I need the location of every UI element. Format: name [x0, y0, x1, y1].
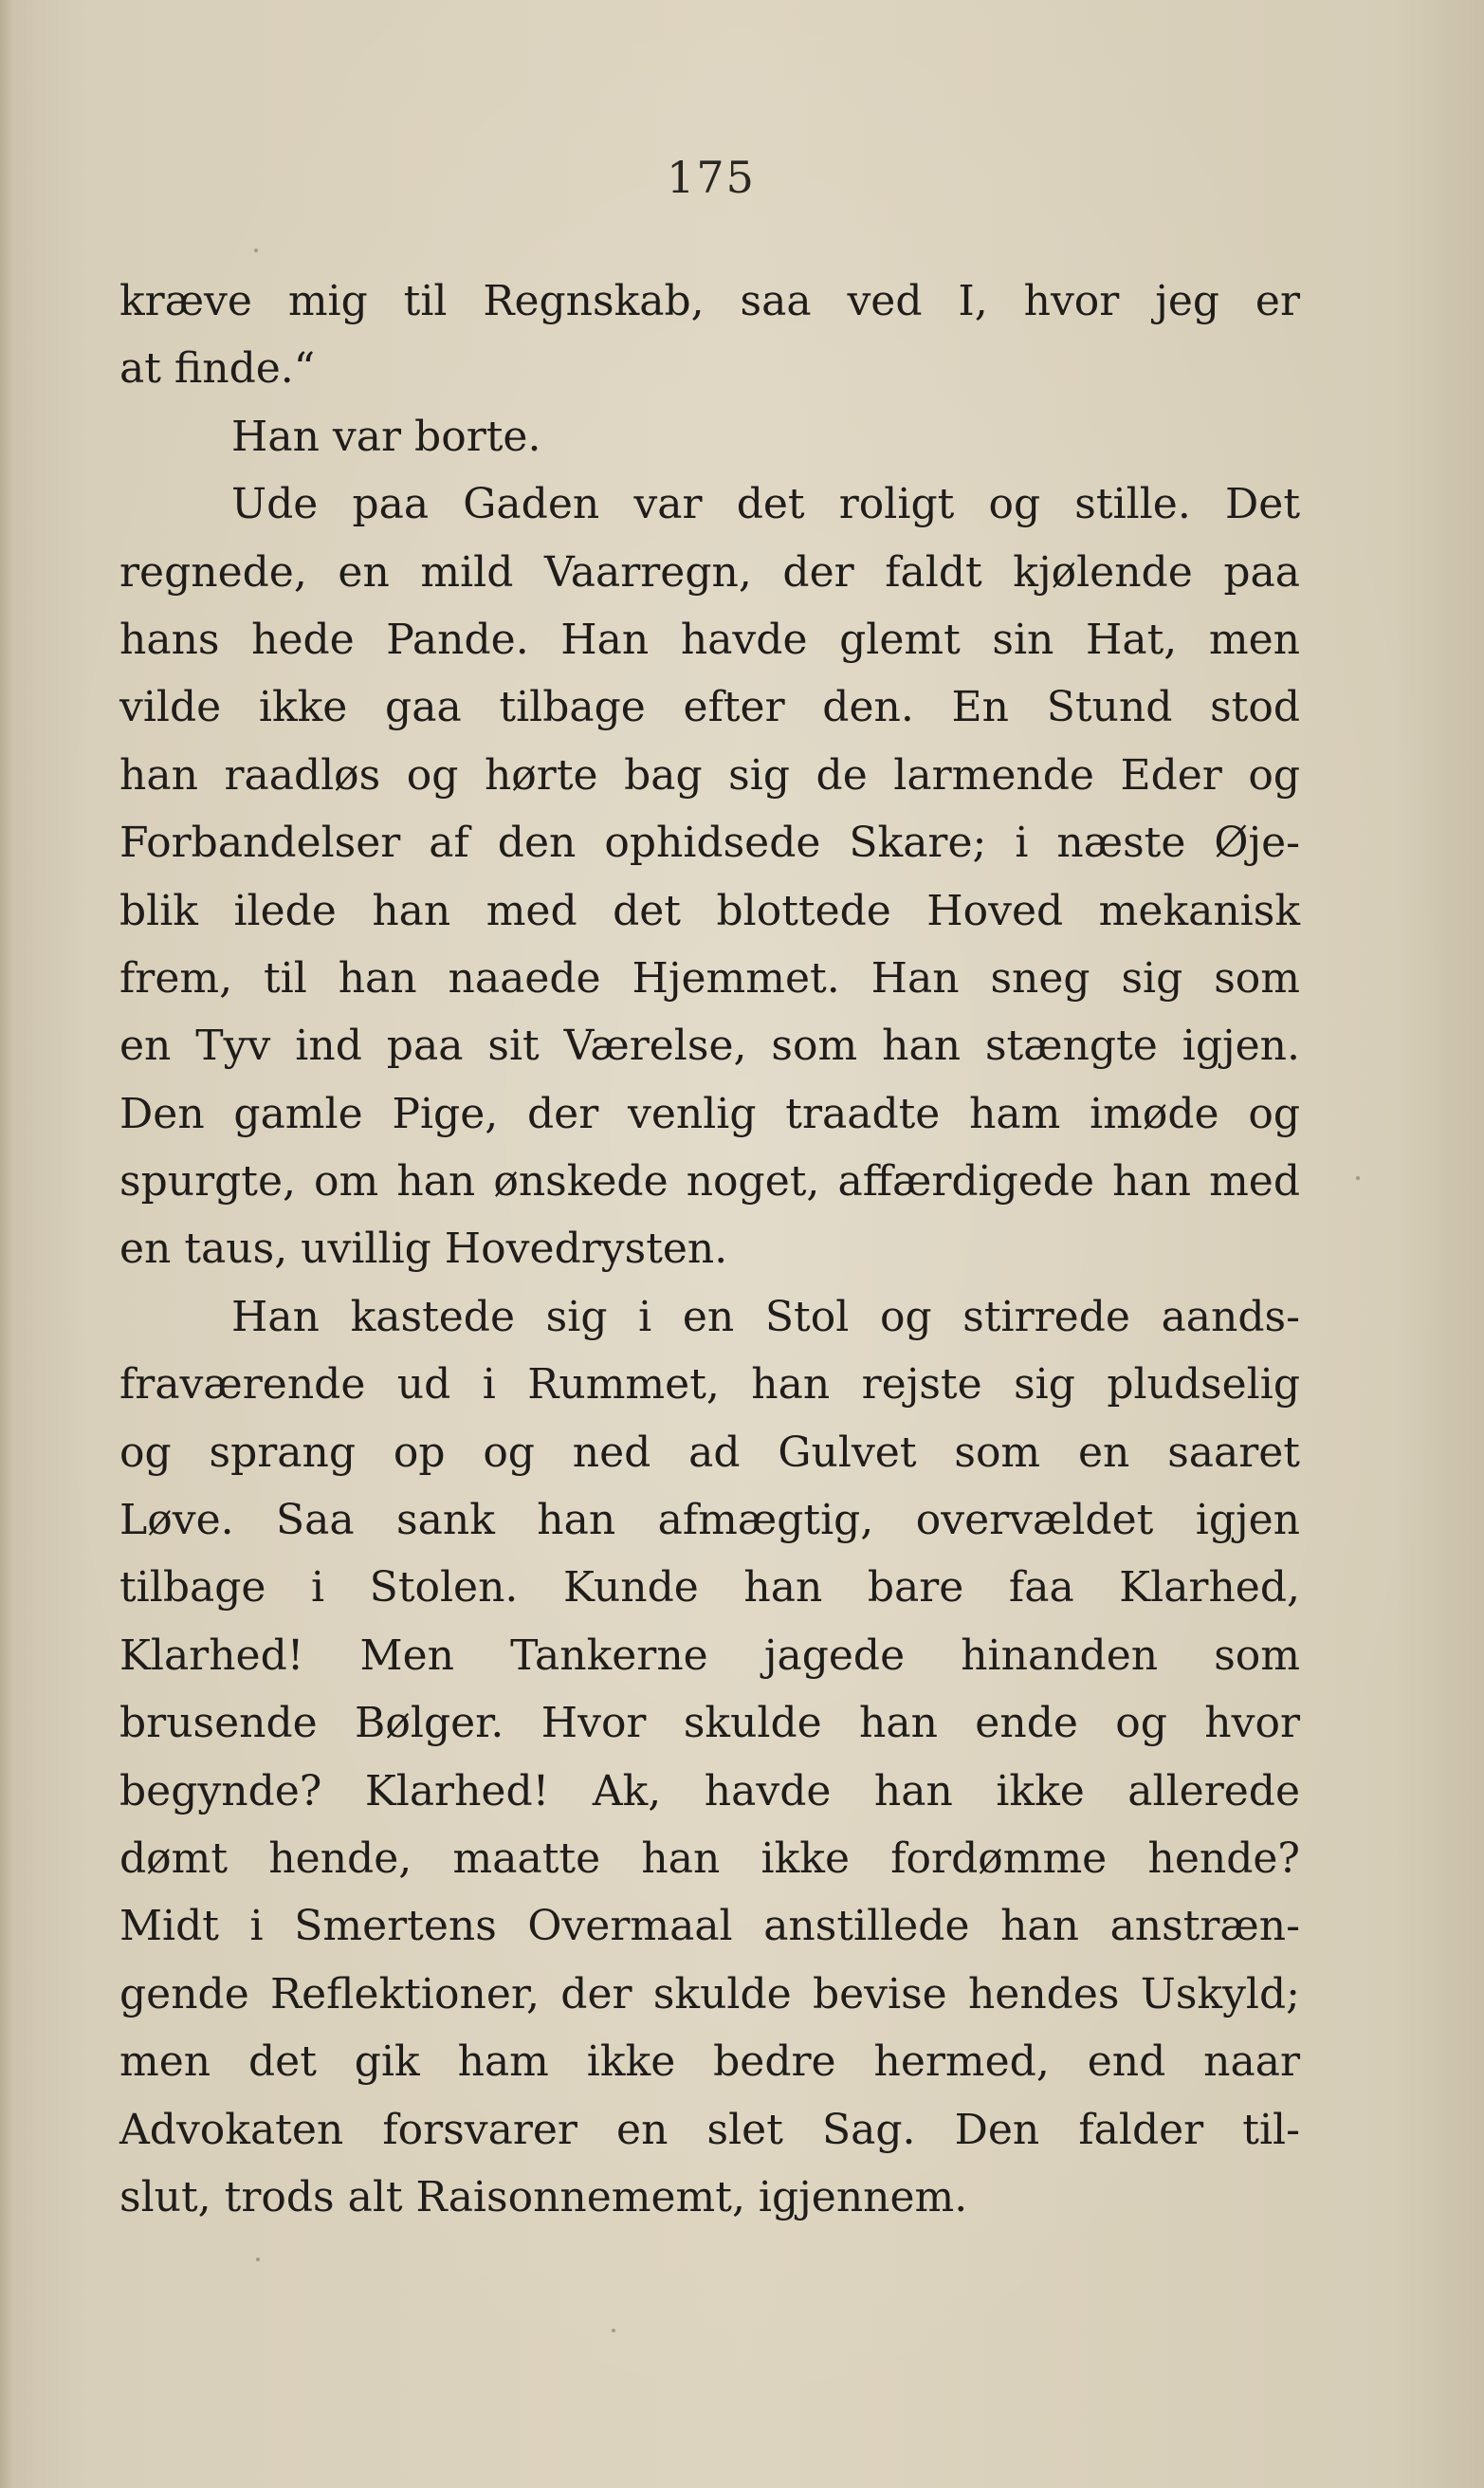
text-line: frem, til han naaede Hjemmet. Han sneg sig som	[119, 953, 1300, 1003]
text-line: dømt hende, maatte han ikke fordømme hende?	[119, 1834, 1300, 1883]
text-line: en taus, uvillig Hovedrysten.	[119, 1225, 728, 1274]
text-line: fraværende ud i Rummet, han rejste sig pludselig	[119, 1360, 1300, 1410]
text-line: tilbage i Stolen. Kunde han bare faa Klarhed,	[119, 1563, 1300, 1613]
text-line: en Tyv ind paa sit Værelse, som han stængte igjen.	[119, 1022, 1300, 1071]
text-line: hans hede Pande. Han havde glemt sin Hat, men	[119, 615, 1300, 664]
text-line: regnede, en mild Vaarregn, der faldt kjølende paa	[119, 547, 1300, 597]
text-line: men det gik ham ikke bedre hermed, end naar	[119, 2037, 1300, 2087]
text-line: blik ilede han med det blottede Hoved mekanisk	[119, 886, 1300, 935]
paper-speck	[254, 249, 258, 252]
text-line: spurgte, om han ønskede noget, affærdigede han med	[119, 1157, 1300, 1207]
text-line: Forbandelser af den ophidsede Skare; i næste Øje-	[119, 819, 1300, 868]
text-line: Midt i Smertens Overmaal anstillede han anstræn-	[119, 1902, 1300, 1951]
page-edge-shadow	[0, 0, 13, 2488]
text-line: kræve mig til Regnskab, saa ved I, hvor jeg er	[119, 277, 1300, 325]
page-number: 175	[667, 152, 756, 203]
text-line: Løve. Saa sank han afmægtig, overvældet igjen	[119, 1496, 1300, 1545]
text-line: gende Reflektioner, der skulde bevise hendes Uskyld;	[119, 1969, 1300, 2018]
paper-speck	[612, 2329, 615, 2332]
text-line: Ude paa Gaden var det roligt og stille. Det	[231, 480, 1300, 529]
body-text	[119, 267, 1300, 2231]
text-line: at finde.“	[119, 344, 316, 394]
text-line: begynde? Klarhed! Ak, havde han ikke allerede	[119, 1766, 1300, 1815]
text-line: Advokaten forsvarer en slet Sag. Den falder til-	[119, 2105, 1300, 2154]
text-line: brusende Bølger. Hvor skulde han ende og hvor	[119, 1699, 1300, 1748]
text-line: vilde ikke gaa tilbage efter den. En Stund stod	[119, 683, 1300, 732]
text-line: og sprang op og ned ad Gulvet som en saaret	[119, 1428, 1300, 1477]
text-line: slut, trods alt Raisonnememt, igjennem.	[119, 2172, 968, 2221]
paper-speck	[1356, 1176, 1360, 1180]
text-line: han raadløs og hørte bag sig de larmende Eder og	[119, 750, 1300, 800]
text-line: Han var borte.	[231, 412, 541, 461]
text-line: Han kastede sig i en Stol og stirrede aands-	[231, 1292, 1300, 1341]
text-line: Klarhed! Men Tankerne jagede hinanden som	[119, 1631, 1300, 1680]
paper-speck	[256, 2258, 260, 2261]
text-line: Den gamle Pige, der venlig traadte ham imøde og	[119, 1089, 1300, 1138]
